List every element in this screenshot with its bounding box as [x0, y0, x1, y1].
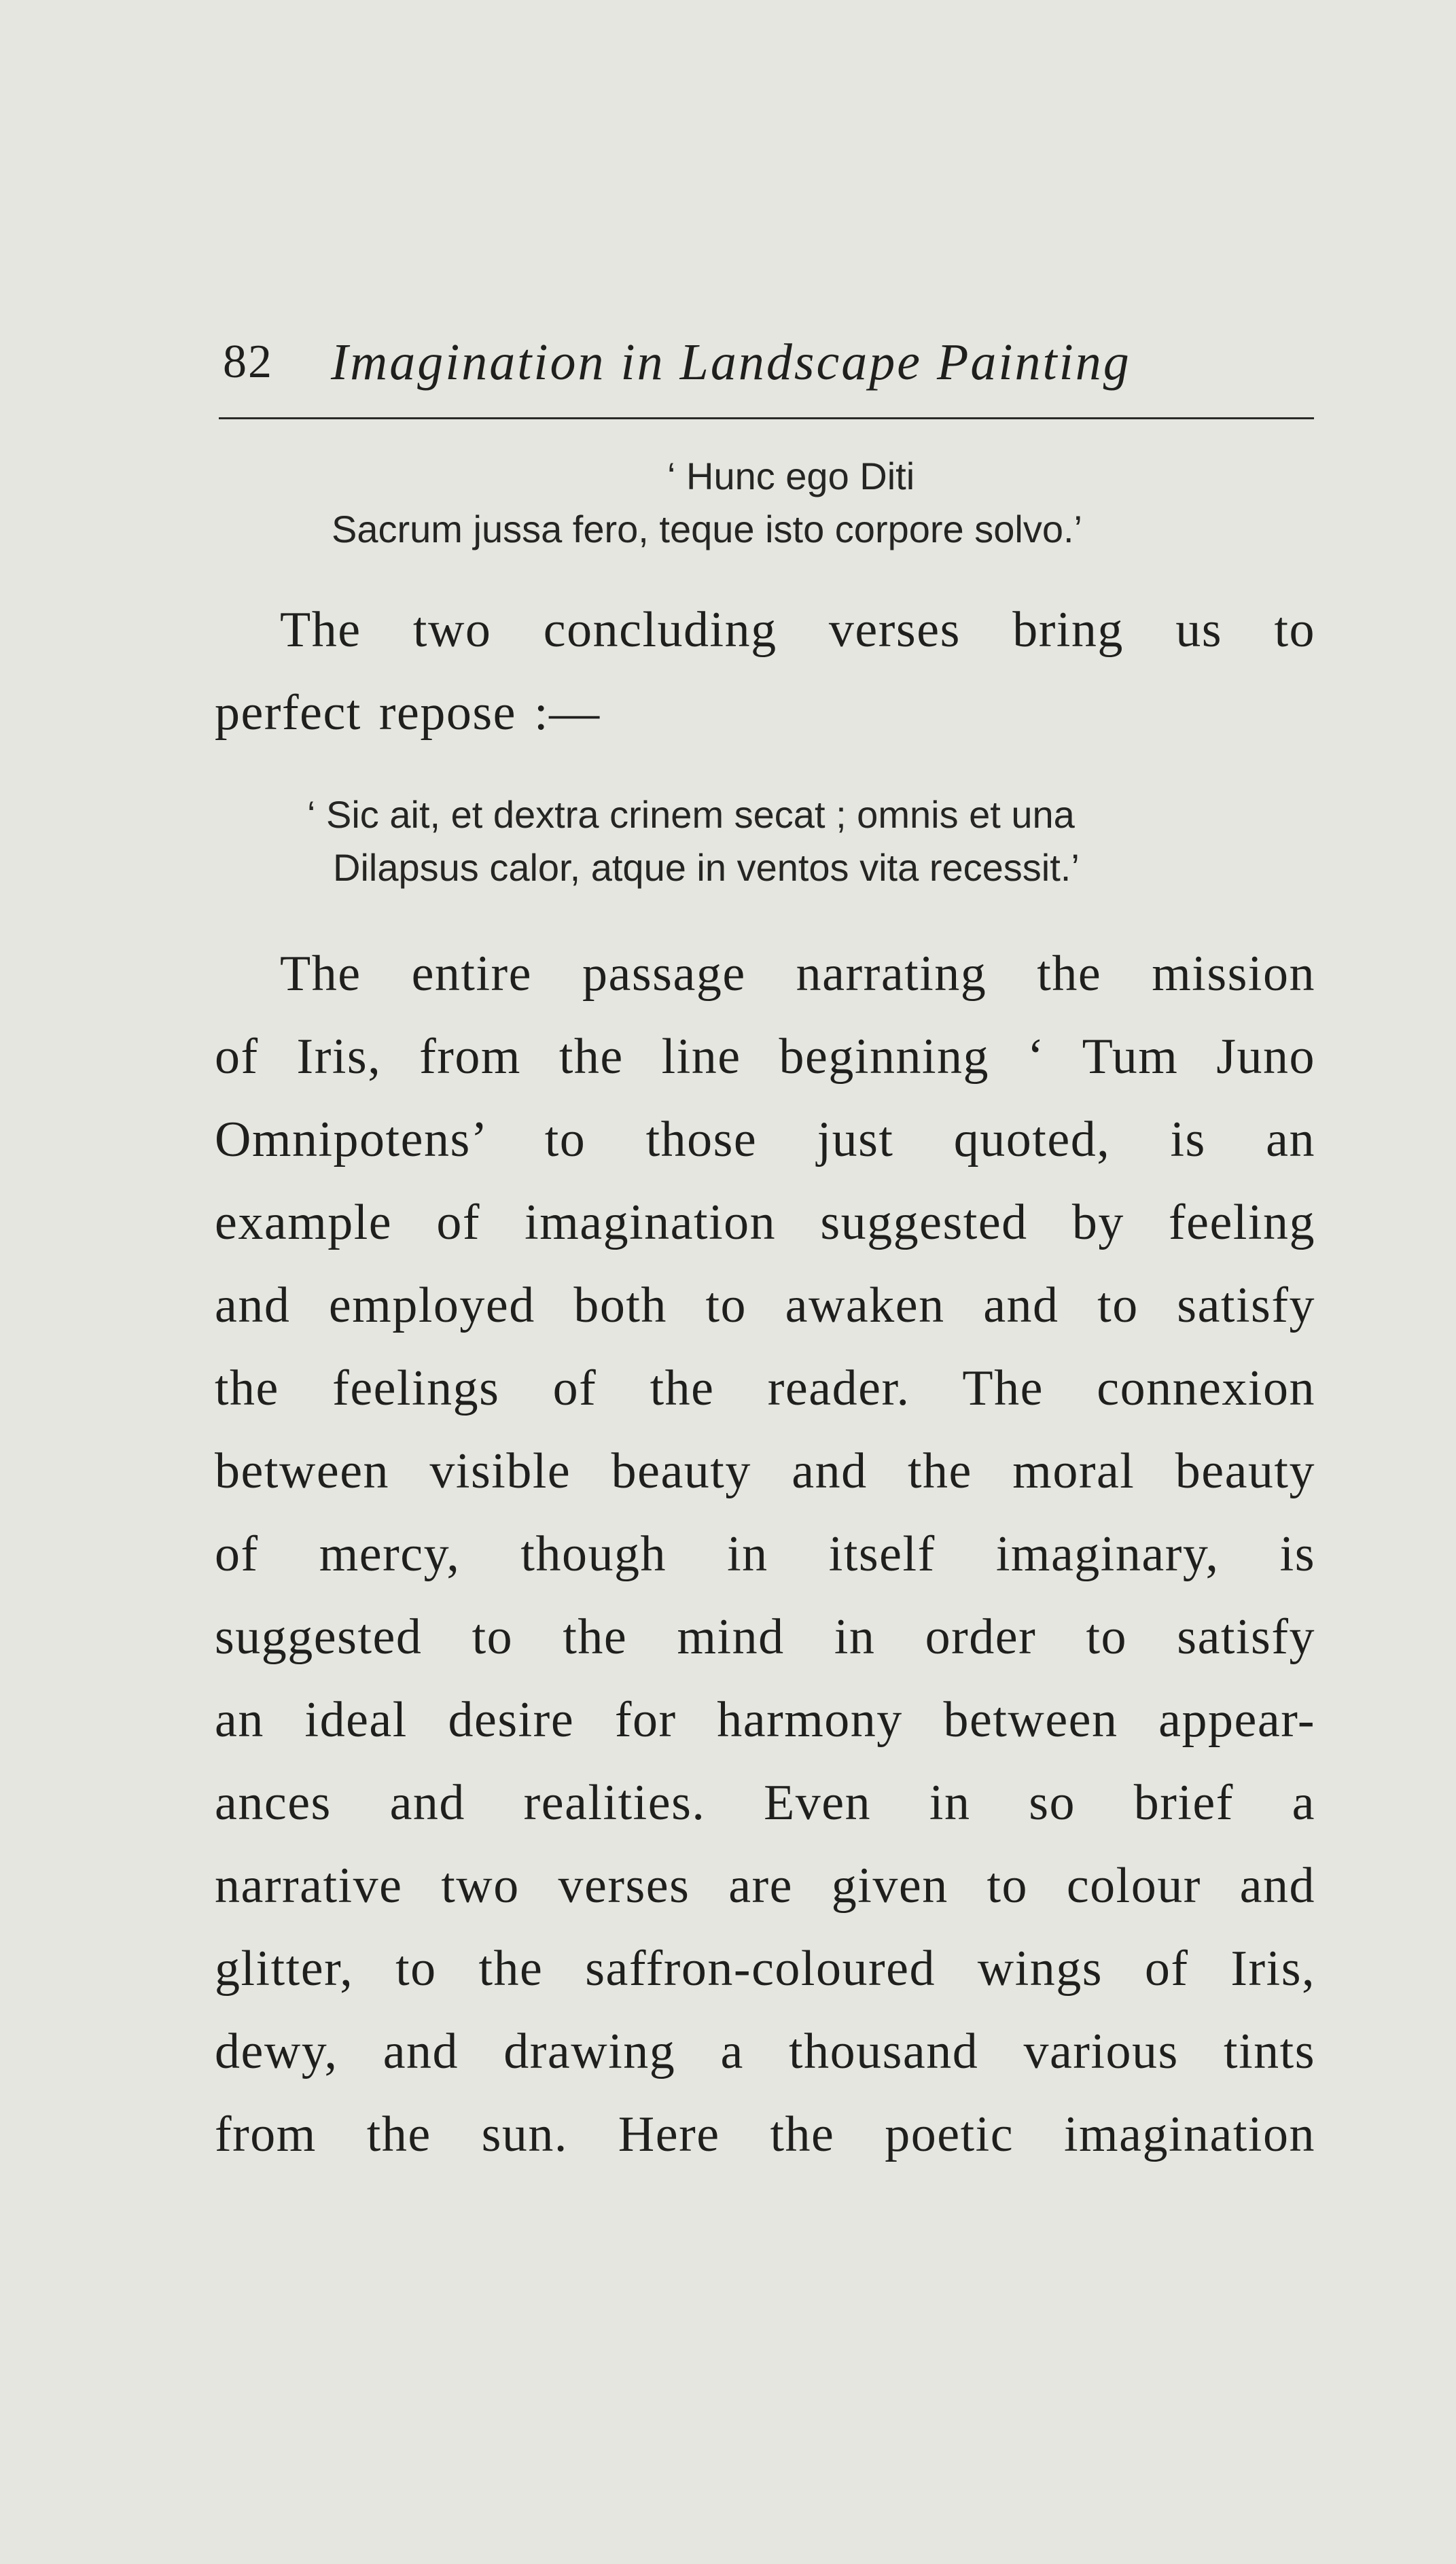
paragraph-2 [215, 932, 1315, 2176]
text-line: glitter, to the saffron-coloured wings of Iris, [215, 1941, 1315, 1997]
quote-line: Sacrum jussa fero, teque isto corpore solvo.’ [332, 508, 1082, 550]
running-title: Imagination in Landscape Painting [331, 334, 1131, 391]
quote-line: Dilapsus calor, atque in ventos vita recessit.’ [333, 846, 1080, 889]
text-line: The entire passage narrating the mission [280, 946, 1315, 1002]
text-line: perfect repose :— [215, 685, 601, 741]
text-line: narrative two verses are given to colour and [215, 1858, 1315, 1914]
text-line: of mercy, though in itself imaginary, is [215, 1526, 1315, 1582]
text-line: from the sun. Here the poetic imagination [215, 2107, 1315, 2162]
text-line: of Iris, from the line beginning ‘ Tum Juno [215, 1029, 1315, 1085]
text-line: Omnipotens’ to those just quoted, is an [215, 1112, 1315, 1167]
text-line: an ideal desire for harmony between appear- [215, 1692, 1315, 1748]
text-line: example of imagination suggested by feeling [215, 1195, 1315, 1250]
text-line: between visible beauty and the moral beauty [215, 1443, 1315, 1499]
latin-quote-1 [219, 450, 1314, 559]
quote-line: ‘ Sic ait, et dextra crinem secat ; omnis et una [307, 793, 1075, 836]
quote-line: ‘ Hunc ego Diti [667, 455, 915, 497]
paragraph-1 [215, 589, 1315, 754]
text-line: the feelings of the reader. The connexion [215, 1360, 1315, 1416]
text-line: dewy, and drawing a thousand various tints [215, 2024, 1315, 2079]
page-number: 82 [223, 336, 273, 388]
page-header [219, 325, 1313, 400]
text-line: suggested to the mind in order to satisfy [215, 1609, 1315, 1665]
text-line: The two concluding verses bring us to [280, 602, 1315, 658]
text-line: ances and realities. Even in so brief a [215, 1775, 1315, 1831]
header-rule [219, 417, 1314, 419]
latin-quote-2 [219, 788, 1314, 897]
text-line: and employed both to awaken and to satisfy [215, 1278, 1315, 1333]
